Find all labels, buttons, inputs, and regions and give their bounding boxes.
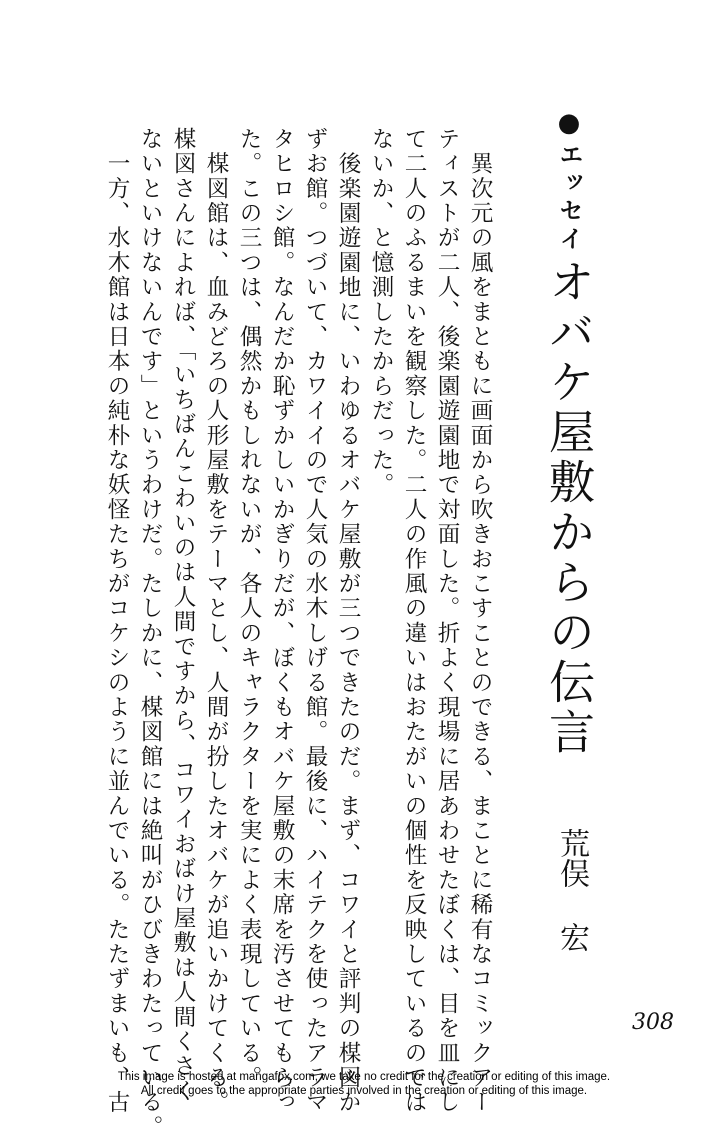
body-line: 一方、水木館は日本の純朴な妖怪たちがコケシのように並んでいる。たたずまいも、古 (104, 127, 130, 1115)
author-family-name: 荒俣 (554, 828, 589, 888)
body-line: ないといけないんです」というわけだ。たしかに、楳図館には絶叫がひびきわたっている。 (137, 127, 163, 1140)
body-line: て二人のふるまいを観察した。二人の作風の違いはおたがいの個性を反映しているのでは (401, 127, 427, 1115)
essay-title: オバケ屋敷からの伝言 (542, 258, 596, 758)
body-line: 楳図さんによれば、「いちばんこわいのは人間ですから、コワイおばけ屋敷は人間くさく (170, 127, 196, 1104)
author-given-name: 宏 (554, 922, 589, 952)
body-line: 後楽園遊園地に、いわゆるオバケ屋敷が三つできたのだ。まず、コワイと評判の楳図か (335, 127, 361, 1115)
body-line: 楳図館は、血みどろの人形屋敷をテーマとし、人間が扮したオバケが追いかけてくる。 (203, 127, 229, 1115)
credit-line-1: This image is hosted at mangafox.com, we take no credit for the creation or editing of this image. (117, 1071, 611, 1083)
credit-line-2: All credit goes to the appropriate parties involved in the creation or editing of this image. (140, 1085, 588, 1097)
body-line: ティストが二人、後楽園遊園地で対面した。折よく現場に居あわせたぼくは、目を皿にし (434, 127, 460, 1115)
hosting-credit (0, 1070, 728, 1098)
body-line: タヒロシ館。なんだか恥ずかしいかぎりだが、ぼくもオバケ屋敷の末席を汚させてもらっ (269, 127, 295, 1115)
body-line: ないか、と憶測したからだった。 (368, 127, 394, 498)
essay-label-text: エッセイ (555, 142, 584, 254)
author-name (554, 828, 589, 952)
body-line: た。この三つは、偶然かもしれないが、各人のキャラクターを実によく表現している。 (236, 127, 262, 1091)
body-line: 異次元の風をまともに画面から吹きおこすことのできる、まことに稀有なコミックアー (467, 127, 493, 1115)
bullet-icon: ● (554, 108, 584, 142)
body-line: ずお館。つづいて、カワイイので人気の水木しげる館。最後に、ハイテクを使ったアラマ (302, 127, 328, 1115)
essay-label (556, 108, 582, 254)
page-number: 308 (632, 1010, 674, 1035)
